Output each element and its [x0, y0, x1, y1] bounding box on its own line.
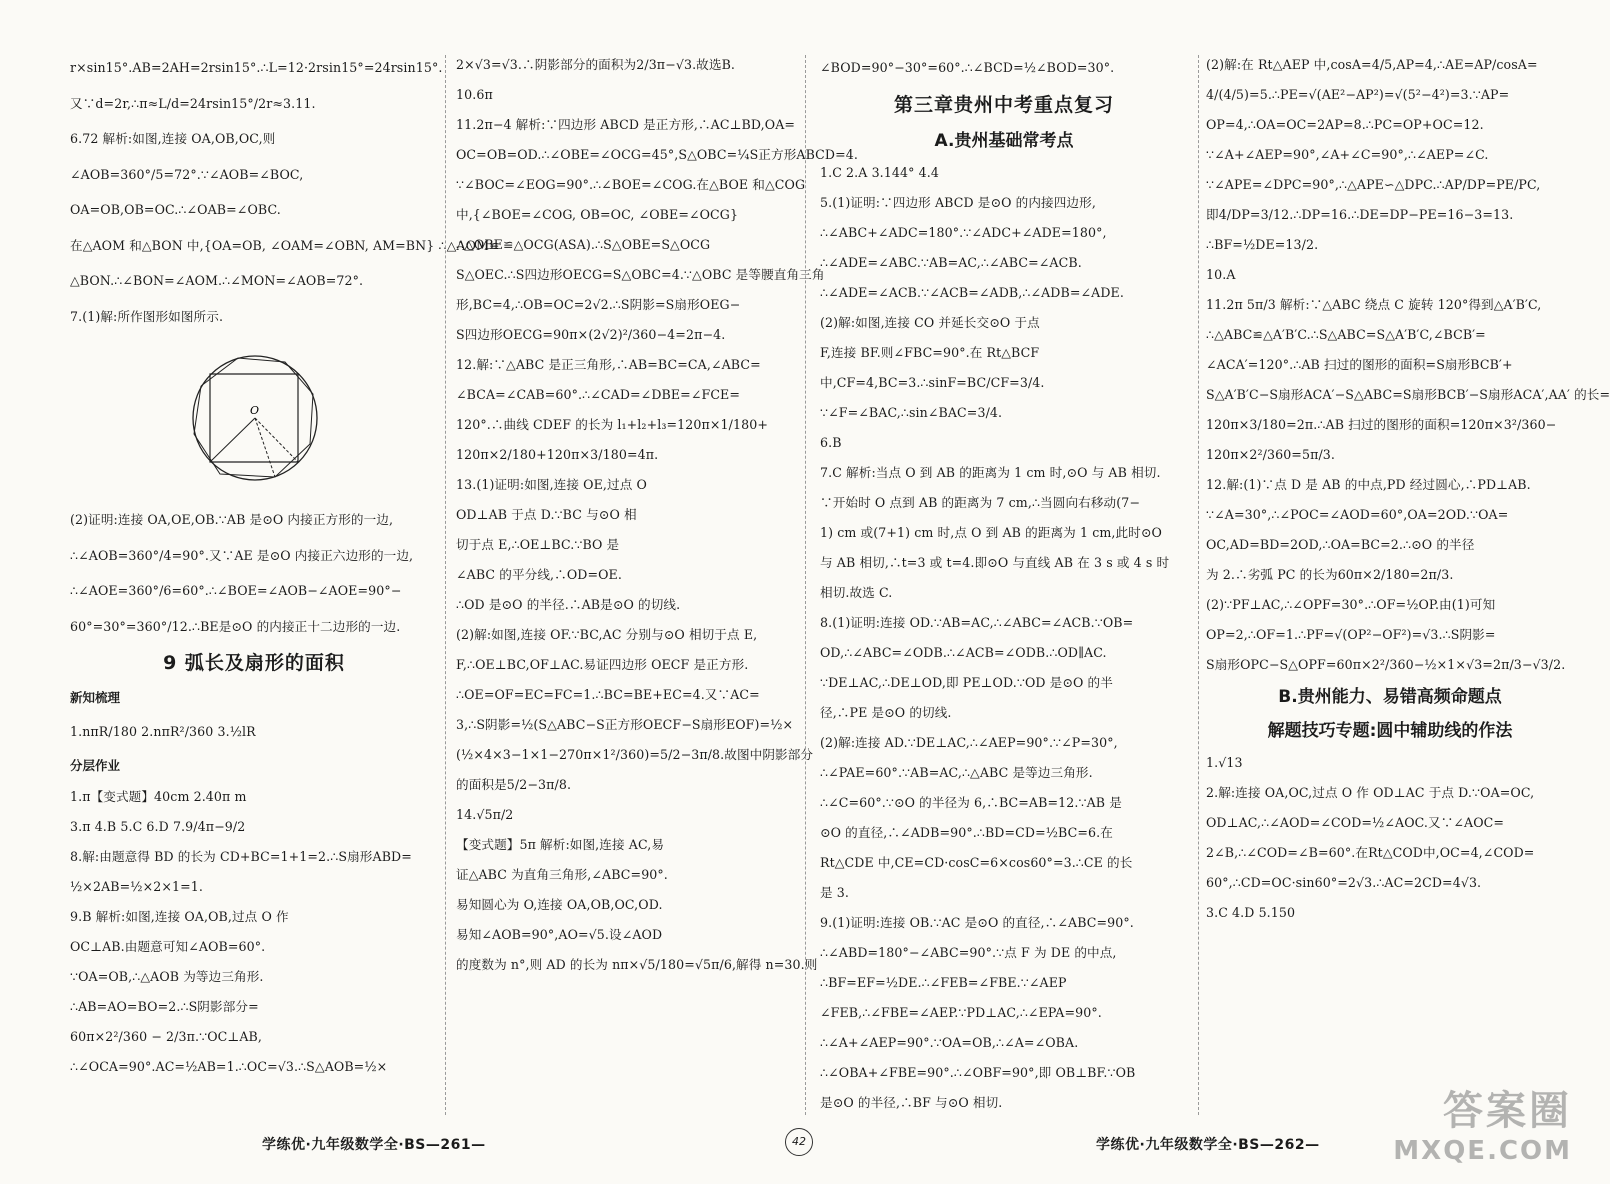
text-line: ∠FEB,∴∠FBE=∠AEP.∵PD⊥AC,∴∠EPA=90°. — [820, 1004, 1102, 1020]
text-line: (2)解:如图,连接 CO 并延长交⊙O 于点 — [820, 314, 1040, 330]
text-line: r×sin15°.AB=2AH=2rsin15°.∴L=12·2rsin15°=24rsin15°. — [70, 60, 443, 75]
footer-left: 学练优·九年级数学全·BS—261— — [262, 1137, 486, 1153]
text-line: ½×2AB=½×2×1=1. — [70, 878, 203, 894]
page-number-badge: 42 — [785, 1128, 813, 1156]
text-line: 11.2π−4 解析:∵四边形 ABCD 是正方形,∴AC⊥BD,OA= — [456, 117, 796, 132]
text-line: ∴△ABC≌△A′B′C.∴S△ABC=S△A′B′C,∠BCB′= — [1206, 327, 1486, 342]
section-title: A.贵州基础常考点 — [934, 130, 1074, 151]
text-line: 1.√13 — [1206, 755, 1243, 770]
footer-right: 学练优·九年级数学全·BS—262— — [1096, 1137, 1320, 1153]
text-line: 为 2.∴劣弧 PC 的长为60π×2/180=2π/3. — [1206, 567, 1454, 582]
text-line: S四边形OECG=90π×(2√2)²/360−4=2π−4. — [456, 327, 726, 342]
text-line: ∴∠OCA=90°.AC=½AB=1.∴OC=√3.∴S△AOB=½× — [70, 1058, 388, 1074]
text-line: 的度数为 n°,则 AD 的长为 nπ×√5/180=√5π/6,解得 n=30.则 — [456, 957, 818, 972]
text-line: OC⊥AB.由题意可知∠AOB=60°. — [70, 938, 266, 954]
text-line: ∴AB=AO=BO=2.∴S阴影部分= — [70, 998, 259, 1014]
text-line: (2)∵PF⊥AC,∴∠OPF=30°.∴OF=½OP.由(1)可知 — [1206, 597, 1496, 612]
text-line: 6.B — [820, 434, 842, 450]
text-line: OD⊥AC,∴∠AOD=∠COD=½∠AOC.又∵∠AOC= — [1206, 815, 1505, 830]
text-line: 2.解:连接 OA,OC,过点 O 作 OD⊥AC 于点 D.∵OA=OC, — [1206, 785, 1535, 800]
text-line: ∵∠F=∠BAC,∴sin∠BAC=3/4. — [820, 404, 1003, 420]
text-line: ∴∠C=60°.∵⊙O 的半径为 6,∴BC=AB=12.∵AB 是 — [820, 794, 1122, 810]
text-line: ∴BF=EF=½DE.∴∠FEB=∠FBE.∵∠AEP — [820, 974, 1067, 990]
text-line: 9.B 解析:如图,连接 OA,OB,过点 O 作 — [70, 908, 289, 924]
watermark-site: MXQE.COM — [1393, 1136, 1572, 1166]
right-column-2 — [1206, 50, 1610, 1110]
watermark — [1393, 1079, 1572, 1166]
text-line: 证△ABC 为直角三角形,∠ABC=90°. — [456, 867, 668, 882]
text-line: OP=4,∴OA=OC=2AP=8.∴PC=OP+OC=12. — [1206, 117, 1484, 132]
text-line: 即4/DP=3/12.∴DP=16.∴DE=DP−PE=16−3=13. — [1206, 207, 1514, 222]
text-line: 径,∴PE 是⊙O 的切线. — [820, 704, 952, 720]
text-line: ∴BF=½DE=13/2. — [1206, 237, 1319, 252]
text-line: 7.C 解析:当点 O 到 AB 的距离为 1 cm 时,⊙O 与 AB 相切. — [820, 464, 1161, 480]
text-line: Rt△CDE 中,CE=CD·cosC=6×cos60°=3.∴CE 的长 — [820, 854, 1133, 870]
text-line: ∴△OBE≌△OCG(ASA).∴S△OBE=S△OCG — [456, 237, 711, 252]
text-line: OC=OB=OD.∴∠OBE=∠OCG=45°,S△OBC=¼S正方形ABCD=4. — [456, 147, 858, 162]
text-line: ∴OE=OF=EC=FC=1.∴BC=BE+EC=4.又∵AC= — [456, 687, 760, 702]
text-line: 相切.故选 C. — [820, 584, 893, 600]
text-line: OA=OB,OB=OC.∴∠OAB=∠OBC. — [70, 202, 281, 217]
page-gutter — [805, 55, 806, 1115]
text-line: ∴OD 是⊙O 的半径.∴AB是⊙O 的切线. — [456, 597, 681, 612]
label-new-knowledge: 新知梳理 — [70, 690, 121, 705]
figure-7 — [70, 334, 438, 502]
text-line: 14.√5π/2 — [456, 807, 514, 822]
text-line: ∴∠PAE=60°.∵AB=AC,∴△ABC 是等边三角形. — [820, 764, 1093, 780]
text-line: 10.6π — [456, 87, 493, 102]
text-line: F,∴OE⊥BC,OF⊥AC.易证四边形 OECF 是正方形. — [456, 657, 749, 672]
text-line: ∠ACA′=120°.∴AB 扫过的图形的面积=S扇形BCB′+ — [1206, 357, 1513, 372]
text-line: 120π×3/180=2π.∴AB 扫过的图形的面积=120π×3²/360− — [1206, 417, 1557, 432]
text-line: ∵∠A=30°,∴∠POC=∠AOD=60°,OA=2OD.∵OA= — [1206, 507, 1509, 522]
text-line: 形,BC=4,∴OB=OC=2√2.∴S阴影=S扇形OEG− — [456, 297, 741, 312]
text-line: (2)解:在 Rt△AEP 中,cosA=4/5,AP=4,∴AE=AP/cosA= — [1206, 57, 1538, 72]
text-line: 是⊙O 的半径,∴BF 与⊙O 相切. — [820, 1094, 1003, 1110]
text-line: OC,AD=BD=2OD,∴OA=BC=2.∴⊙O 的半径 — [1206, 537, 1475, 552]
text-line: 10.A — [1206, 267, 1236, 282]
text-line: 与 AB 相切,∴t=3 或 t=4.即⊙O 与直线 AB 在 3 s 或 4 s 时 — [820, 554, 1170, 570]
right-column-1 — [820, 50, 1188, 1110]
text-line: 4/(4/5)=5.∴PE=√(AE²−AP²)=√(5²−4²)=3.∵AP= — [1206, 87, 1510, 102]
text-line: ∵DE⊥AC,∴DE⊥OD,即 PE⊥OD.∵OD 是⊙O 的半 — [820, 674, 1113, 690]
text-line: 中,CF=4,BC=3.∴sinF=BC/CF=3/4. — [820, 374, 1045, 390]
section-title: 9 弧长及扇形的面积 — [163, 652, 345, 674]
text-line: ∠ABC 的平分线,∴OD=OE. — [456, 567, 622, 582]
text-line: 120°.∴曲线 CDEF 的长为 l₁+l₂+l₃=120π×1/180+ — [456, 417, 768, 432]
text-line: ⊙O 的直径,∴∠ADB=90°.∴BD=CD=½BC=6.在 — [820, 824, 1113, 840]
text-line: 13.(1)证明:如图,连接 OE,过点 O — [456, 477, 647, 492]
circle-square-figure — [70, 334, 438, 502]
text-line: ∵∠APE=∠DPC=90°,∴△APE∽△DPC.∴AP/DP=PE/PC, — [1206, 177, 1541, 192]
label-layered-work: 分层作业 — [70, 757, 121, 773]
text-line: △BON.∴∠BON=∠AOM.∴∠MON=∠AOB=72°. — [70, 273, 364, 288]
section-title: B.贵州能力、易错高频命题点 — [1278, 687, 1502, 707]
text-line: ∴∠A+∠AEP=90°.∵OA=OB,∴∠A=∠OBA. — [820, 1034, 1079, 1050]
text-line: S扇形OPC−S△OPF=60π×2²/360−½×1×√3=2π/3−√3/2. — [1206, 657, 1566, 672]
text-line: ∴∠OBA+∠FBE=90°.∴∠OBF=90°,即 OB⊥BF.∵OB — [820, 1064, 1136, 1080]
text-line: ∴∠ADE=∠ACB.∵∠ACB=∠ADB,∴∠ADB=∠ADE. — [820, 284, 1124, 300]
text-line: ∴∠ABD=180°−∠ABC=90°.∵点 F 为 DE 的中点, — [820, 944, 1117, 960]
column-divider — [445, 55, 446, 1115]
text-line: ∴∠AOE=360°/6=60°.∴∠BOE=∠AOB−∠AOE=90°− — [70, 583, 402, 598]
text-line: 60°,∴CD=OC·sin60°=2√3.∴AC=2CD=4√3. — [1206, 875, 1482, 890]
text-line: 3,∴S阴影=½(S△ABC−S正方形OECF−S扇形EOF)=½× — [456, 717, 794, 732]
text-line: 12.解:(1)∵点 D 是 AB 的中点,PD 经过圆心,∴PD⊥AB. — [1206, 477, 1531, 492]
text-line: 5.(1)证明:∵四边形 ABCD 是⊙O 的内接四边形, — [820, 194, 1096, 210]
chapter-title: 第三章贵州中考重点复习 — [893, 93, 1114, 116]
text-line: ∵开始时 O 点到 AB 的距离为 7 cm,∴当圆向右移动(7− — [820, 494, 1140, 510]
text-line: 120π×2/180+120π×3/180=4π. — [456, 447, 659, 462]
right-page — [820, 50, 1610, 1110]
text-line: 易知∠AOB=90°,AO=√5.设∠AOD — [456, 927, 663, 942]
text-line: 8.解:由题意得 BD 的长为 CD+BC=1+1=2.∴S扇形ABD= — [70, 848, 412, 864]
text-line: S△A′B′C−S扇形ACA′−S△ABC=S扇形BCB′−S扇形ACA′,AA′ 的长= — [1206, 387, 1610, 402]
text-line: 120π×2²/360=5π/3. — [1206, 447, 1336, 462]
text-line: 60π×2²/360 − 2/3π.∵OC⊥AB, — [70, 1028, 262, 1044]
text-line: 的面积是5/2−3π/8. — [456, 777, 572, 792]
text-line: OD,∴∠ABC=∠ODB.∴∠ACB=∠ODB.∴OD∥AC. — [820, 644, 1107, 660]
svg-text:O: O — [250, 404, 260, 417]
column-divider — [1198, 55, 1199, 1115]
left-page — [70, 50, 860, 1110]
watermark-logo: 答案圈 — [1443, 1088, 1572, 1134]
text-line: 2×√3=√3.∴阴影部分的面积为2/3π−√3.故选B. — [456, 57, 736, 72]
text-line: ∵OA=OB,∴△AOB 为等边三角形. — [70, 968, 264, 984]
text-line: (2)解:如图,连接 OF.∵BC,AC 分别与⊙O 相切于点 E, — [456, 627, 758, 642]
text-line: ∴∠AOB=360°/4=90°.又∵AE 是⊙O 内接正六边形的一边, — [70, 547, 414, 563]
text-line: 切于点 E,∴OE⊥BC.∵BO 是 — [456, 537, 620, 552]
text-line: 3.π 4.B 5.C 6.D 7.9/4π−9/2 — [70, 818, 246, 834]
text-line: 3.C 4.D 5.150 — [1206, 905, 1296, 920]
text-line: ∠BOD=90°−30°=60°.∴∠BCD=½∠BOD=30°. — [820, 60, 1115, 75]
text-line: 1) cm 或(7+1) cm 时,点 O 到 AB 的距离为 1 cm,此时⊙O — [820, 524, 1162, 540]
text-line: 在△AOM 和△BON 中,{OA=OB, ∠OAM=∠OBN, AM=BN} ∴△AOM≌ — [70, 237, 500, 253]
text-line: OD⊥AB 于点 D.∵BC 与⊙O 相 — [456, 507, 637, 522]
text-line: (2)证明:连接 OA,OE,OB.∵AB 是⊙O 内接正方形的一边, — [70, 512, 394, 527]
text-line: 易知圆心为 O,连接 OA,OB,OC,OD. — [456, 897, 663, 912]
text-line: 12.解:∵△ABC 是正三角形,∴AB=BC=CA,∠ABC= — [456, 357, 761, 372]
text-line: 1.π【变式题】40cm 2.40π m — [70, 788, 247, 804]
text-line: (2)解:连接 AD.∵DE⊥AC,∴∠AEP=90°.∵∠P=30°, — [820, 734, 1118, 750]
text-line: ∠BCA=∠CAB=60°.∴∠CAD=∠DBE=∠FCE= — [456, 387, 741, 402]
text-line: 8.(1)证明:连接 OD.∵AB=AC,∴∠ABC=∠ACB.∵OB= — [820, 614, 1134, 630]
text-line: 【变式题】5π 解析:如图,连接 AC,易 — [456, 837, 665, 852]
text-line: 60°=30°=360°/12.∴BE是⊙O 的内接正十二边形的一边. — [70, 618, 401, 634]
text-line: S△OEC.∴S四边形OECG=S△OBC=4.∵△OBC 是等腰直角三角 — [456, 267, 825, 282]
text-line: 6.72 解析:如图,连接 OA,OB,OC,则 — [70, 131, 276, 146]
text-line: (½×4×3−1×1−270π×1²/360)=5/2−3π/8.故图中阴影部分 — [456, 747, 814, 762]
text-line: ∵∠A+∠AEP=90°,∠A+∠C=90°,∴∠AEP=∠C. — [1206, 147, 1489, 162]
text-line: 1.C 2.A 3.144° 4.4 — [820, 164, 939, 180]
text-line: F,连接 BF.则∠FBC=90°.在 Rt△BCF — [820, 344, 1040, 360]
text-line: 2∠B,∴∠COD=∠B=60°.在Rt△COD中,OC=4,∠COD= — [1206, 845, 1535, 860]
text-line: ∴∠ABC+∠ADC=180°.∵∠ADC+∠ADE=180°, — [820, 224, 1107, 240]
text-line: ∠AOB=360°/5=72°.∵∠AOB=∠BOC, — [70, 166, 304, 182]
text-line: ∴∠ADE=∠ABC.∵AB=AC,∴∠ABC=∠ACB. — [820, 254, 1082, 270]
text-line: 11.2π 5π/3 解析:∵△ABC 绕点 C 旋转 120°得到△A′B′C, — [1206, 297, 1542, 312]
text-line: 是 3. — [820, 884, 850, 900]
text-line: OP=2,∴OF=1.∴PF=√(OP²−OF²)=√3.∴S阴影= — [1206, 627, 1496, 642]
text-line: 7.(1)解:所作图形如图所示. — [70, 308, 224, 324]
text-line: ∵∠BOC=∠EOG=90°.∴∠BOE=∠COG.在△BOE 和△COG — [456, 177, 806, 192]
text-line: 9.(1)证明:连接 OB.∵AC 是⊙O 的直径,∴∠ABC=90°. — [820, 914, 1134, 930]
text-line: 又∵d=2r,∴π≈L/d=24rsin15°/2r≈3.11. — [70, 95, 316, 111]
sub-topic-title: 解题技巧专题:圆中辅助线的作法 — [1267, 721, 1513, 741]
text-line: 中,{∠BOE=∠COG, OB=OC, ∠OBE=∠OCG} — [456, 207, 739, 222]
new-knowledge-line: 1.nπR/180 2.nπR²/360 3.½lR — [70, 724, 256, 739]
